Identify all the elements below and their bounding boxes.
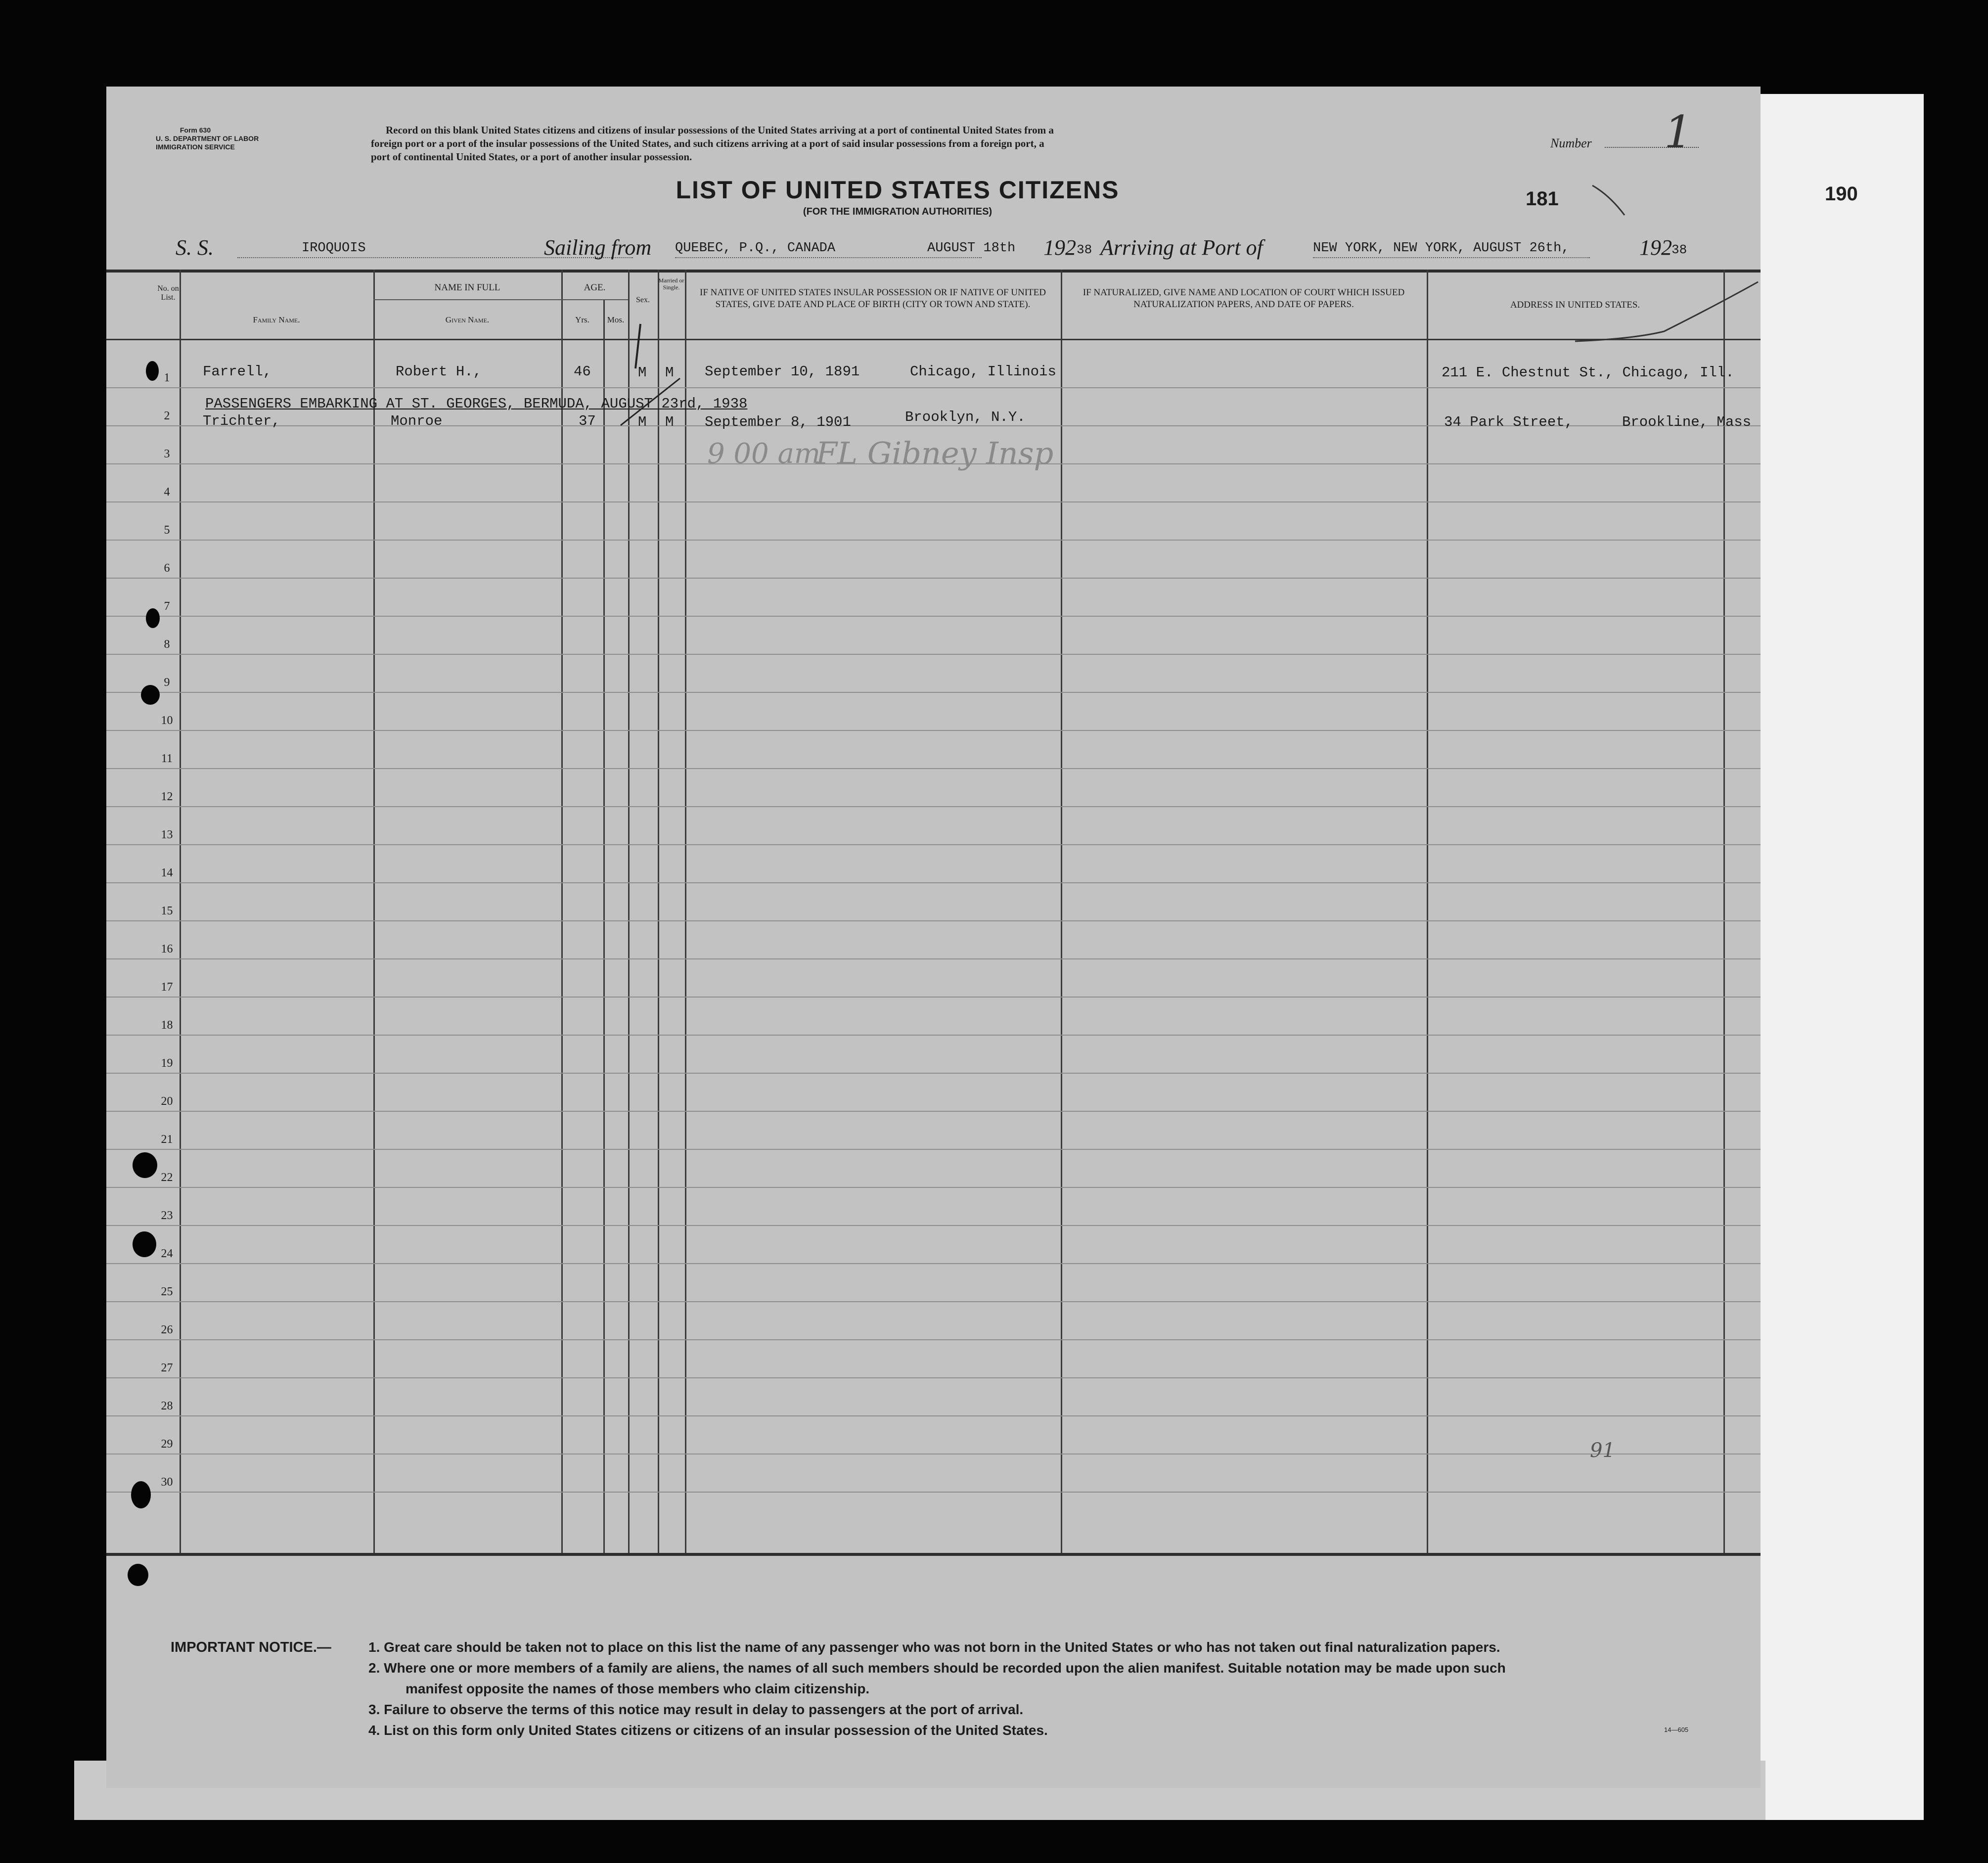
- col-line-naturalized: [1427, 270, 1428, 1553]
- row-rule: [106, 882, 1761, 883]
- year-prefix: 192: [1043, 235, 1076, 260]
- col-header-no: No. on List.: [157, 284, 179, 302]
- row-rule: [106, 1073, 1761, 1074]
- row-number: 28: [161, 1400, 173, 1412]
- col-line-birth: [1061, 270, 1062, 1553]
- col-line-address: [1723, 270, 1725, 1553]
- punch-hole: [131, 1481, 151, 1508]
- handwritten-time: 9 00 am: [707, 438, 820, 470]
- row-number: 18: [161, 1019, 173, 1032]
- row-rule: [106, 1035, 1761, 1036]
- col-line-given: [561, 270, 563, 1553]
- header-bottom-rule: [106, 339, 1761, 340]
- department: U. S. DEPARTMENT OF LABOR: [156, 135, 259, 142]
- row-number: 2: [164, 409, 170, 422]
- row-number: 15: [161, 905, 173, 917]
- row1-family: Farrell,: [203, 364, 272, 380]
- row-number: 17: [161, 981, 173, 994]
- row-number: 21: [161, 1133, 173, 1146]
- row2-given: Monroe: [391, 413, 443, 429]
- col-line-yrs: [603, 299, 605, 1553]
- row-number: 6: [164, 562, 170, 575]
- row-number: 26: [161, 1323, 173, 1336]
- row-number: 7: [164, 600, 170, 613]
- row2-sex: M: [638, 414, 647, 430]
- row-rule: [106, 768, 1761, 769]
- form-number: Form 630: [180, 126, 211, 134]
- underlying-sheet: [1761, 94, 1924, 1820]
- stamp-190: 190: [1825, 183, 1858, 205]
- row-rule: [106, 501, 1761, 502]
- col-header-given: Given Name.: [445, 315, 490, 324]
- sailing-label: Sailing from: [544, 235, 652, 260]
- punch-hole: [146, 361, 159, 381]
- col-line-mos: [628, 270, 630, 1553]
- col-header-naturalized: IF NATURALIZED, GIVE NAME AND LOCATION OF COURT WHICH ISSUED NATURALIZATION PAPERS, AND DATE OF PAPERS.: [1083, 287, 1405, 310]
- number-label: Number: [1550, 136, 1592, 150]
- row1-given: Robert H.,: [396, 364, 482, 380]
- row2-yrs: 37: [579, 413, 596, 429]
- row-rule: [106, 1225, 1761, 1226]
- row-number: 20: [161, 1095, 173, 1108]
- row1-yrs: 46: [574, 364, 591, 380]
- row-number: 16: [161, 943, 173, 955]
- row2-married: M: [665, 414, 674, 430]
- address-check-mark-icon: [1565, 277, 1773, 346]
- row-rule: [106, 920, 1761, 921]
- arriving-label: Arriving at Port of: [1100, 235, 1263, 260]
- instruction-line: foreign port or a port of the insular possessions of the United States, and such citizens arriving at a port of said insular possessions from a foreign port, a: [371, 137, 1044, 149]
- row-rule: [106, 387, 1761, 388]
- notice-item-3: 3. Failure to observe the terms of this notice may result in delay to passengers at the port of arrival.: [368, 1702, 1024, 1717]
- tick-marks-icon: [606, 319, 695, 433]
- row-rule: [106, 997, 1761, 998]
- row-number: 12: [161, 790, 173, 803]
- punch-hole: [146, 608, 160, 628]
- ss-label: S. S.: [176, 235, 214, 260]
- row2-address: 34 Park Street,: [1444, 414, 1574, 430]
- notice-item-2-cont: manifest opposite the names of those members who claim citizenship.: [406, 1681, 870, 1696]
- tick-mark-icon: [1590, 181, 1629, 220]
- embark-note: PASSENGERS EMBARKING AT ST. GEORGES, BERMUDA, AUGUST 23rd, 1938: [205, 396, 748, 412]
- service: IMMIGRATION SERVICE: [156, 143, 235, 151]
- arriving-line: [1313, 257, 1590, 258]
- row-number: 3: [164, 448, 170, 460]
- row-rule: [106, 1301, 1761, 1302]
- col-header-sex: Sex.: [636, 296, 650, 304]
- col-header-family: Family Name.: [253, 315, 300, 324]
- instruction-line: Record on this blank United States citizens and citizens of insular possessions of the United States arriving at a port of continental United States from a: [386, 124, 1054, 136]
- row-rule: [106, 1149, 1761, 1150]
- handwritten-corner-number: 91: [1590, 1439, 1615, 1462]
- row1-address: 211 E. Chestnut St., Chicago, Ill.: [1442, 364, 1734, 381]
- row1-sex: M: [638, 364, 647, 381]
- page-title: LIST OF UNITED STATES CITIZENS: [676, 176, 1120, 204]
- row-number: 1: [164, 371, 170, 384]
- row-rule: [106, 1415, 1761, 1416]
- form-code: 14—605: [1664, 1726, 1689, 1733]
- col-header-name: NAME IN FULL: [434, 282, 500, 293]
- col-header-birth: IF NATIVE OF UNITED STATES INSULAR POSSESSION OR IF NATIVE OF UNITED STATES, GIVE DATE AND PLACE OF BIRTH (CITY OR TOWN AND STATE).: [700, 287, 1046, 310]
- arriving-year-prefix: 192: [1639, 235, 1672, 260]
- notice-item-2: 2. Where one or more members of a family are aliens, the names of all such members should be recorded upon the alien manifest. Suitable notation may be made upon such: [368, 1660, 1506, 1676]
- row2-family: Trichter,: [203, 413, 280, 429]
- instruction-line: port of continental United States, or a port of another insular possession.: [371, 151, 692, 163]
- row-rule: [106, 844, 1761, 845]
- col-header-married: Married or Single.: [658, 277, 684, 291]
- row1-birth-place: Chicago, Illinois: [910, 364, 1056, 380]
- row-number: 30: [161, 1476, 173, 1489]
- row-rule: [106, 806, 1761, 807]
- row2-address-city: Brookline, Mass: [1622, 414, 1752, 430]
- row-number: 23: [161, 1209, 173, 1222]
- row-rule: [106, 692, 1761, 693]
- row1-married: M: [665, 364, 674, 381]
- row2-birth-date: September 8, 1901: [705, 414, 851, 430]
- row-rule: [106, 1187, 1761, 1188]
- row-number: 25: [161, 1285, 173, 1298]
- row-number: 27: [161, 1362, 173, 1374]
- row-rule: [106, 540, 1761, 541]
- row-number: 24: [161, 1247, 173, 1260]
- col-header-address: ADDRESS IN UNITED STATES.: [1510, 300, 1640, 310]
- row-number: 9: [164, 676, 170, 689]
- handwritten-initials: FL Gibney Insp: [816, 435, 1054, 471]
- table-top-rule: [106, 270, 1761, 273]
- manifest-page: [106, 87, 1761, 1788]
- col-header-age: AGE.: [584, 282, 606, 293]
- table-bottom-rule: [106, 1553, 1761, 1556]
- row-number: 13: [161, 828, 173, 841]
- punch-hole: [133, 1231, 156, 1257]
- row-number: 10: [161, 714, 173, 727]
- row-rule: [106, 1492, 1761, 1493]
- name-subheader-rule: [373, 299, 561, 300]
- row-rule: [106, 1111, 1761, 1112]
- notice-item-4: 4. List on this form only United States citizens or citizens of an insular possession of the United States.: [368, 1723, 1048, 1738]
- punch-hole: [141, 685, 160, 705]
- col-line-married: [685, 270, 686, 1553]
- row-number: 22: [161, 1171, 173, 1184]
- row-number: 11: [161, 752, 173, 765]
- row-rule: [106, 654, 1761, 655]
- punch-hole: [133, 1152, 157, 1178]
- col-header-yrs: Yrs.: [575, 315, 589, 324]
- sailing-from: QUEBEC, P.Q., CANADA: [675, 241, 836, 256]
- row-rule: [106, 730, 1761, 731]
- row1-birth-date: September 10, 1891: [705, 364, 860, 380]
- stamp-181: 181: [1526, 188, 1559, 210]
- form-id: [156, 126, 259, 151]
- number-value: 1: [1664, 106, 1693, 158]
- sailing-line: [675, 257, 982, 258]
- punch-hole: [128, 1564, 148, 1586]
- col-line-sex: [658, 270, 659, 1553]
- col-line-family: [373, 270, 375, 1553]
- age-subheader-rule: [561, 299, 628, 300]
- row-rule: [106, 1339, 1761, 1340]
- sailing-date: AUGUST 18th: [927, 241, 1016, 256]
- row-rule: [106, 1377, 1761, 1378]
- instructions: [371, 124, 1054, 164]
- notice-item-1: 1. Great care should be taken not to place on this list the name of any passenger who was not born in the United States or who has not taken out final naturalization papers.: [368, 1639, 1500, 1655]
- row-number: 5: [164, 524, 170, 537]
- notice-heading: IMPORTANT NOTICE.—: [171, 1639, 331, 1655]
- row-number: 8: [164, 638, 170, 651]
- row-number: 4: [164, 486, 170, 499]
- year-suffix: 38: [1077, 242, 1092, 257]
- arriving-year-suffix: 38: [1672, 242, 1687, 257]
- row-rule: [106, 958, 1761, 959]
- row-number: 14: [161, 866, 173, 879]
- page-subtitle: (FOR THE IMMIGRATION AUTHORITIES): [803, 206, 993, 217]
- row2-birth-place: Brooklyn, N.Y.: [905, 409, 1026, 425]
- arriving-port: NEW YORK, NEW YORK, AUGUST 26th,: [1313, 241, 1570, 256]
- ship-name: IROQUOIS: [302, 241, 366, 256]
- row-rule: [106, 578, 1761, 579]
- row-rule: [106, 616, 1761, 617]
- row-rule: [106, 1263, 1761, 1264]
- row-number: 29: [161, 1438, 173, 1451]
- row-number: 19: [161, 1057, 173, 1070]
- col-header-mos: Mos.: [607, 315, 625, 324]
